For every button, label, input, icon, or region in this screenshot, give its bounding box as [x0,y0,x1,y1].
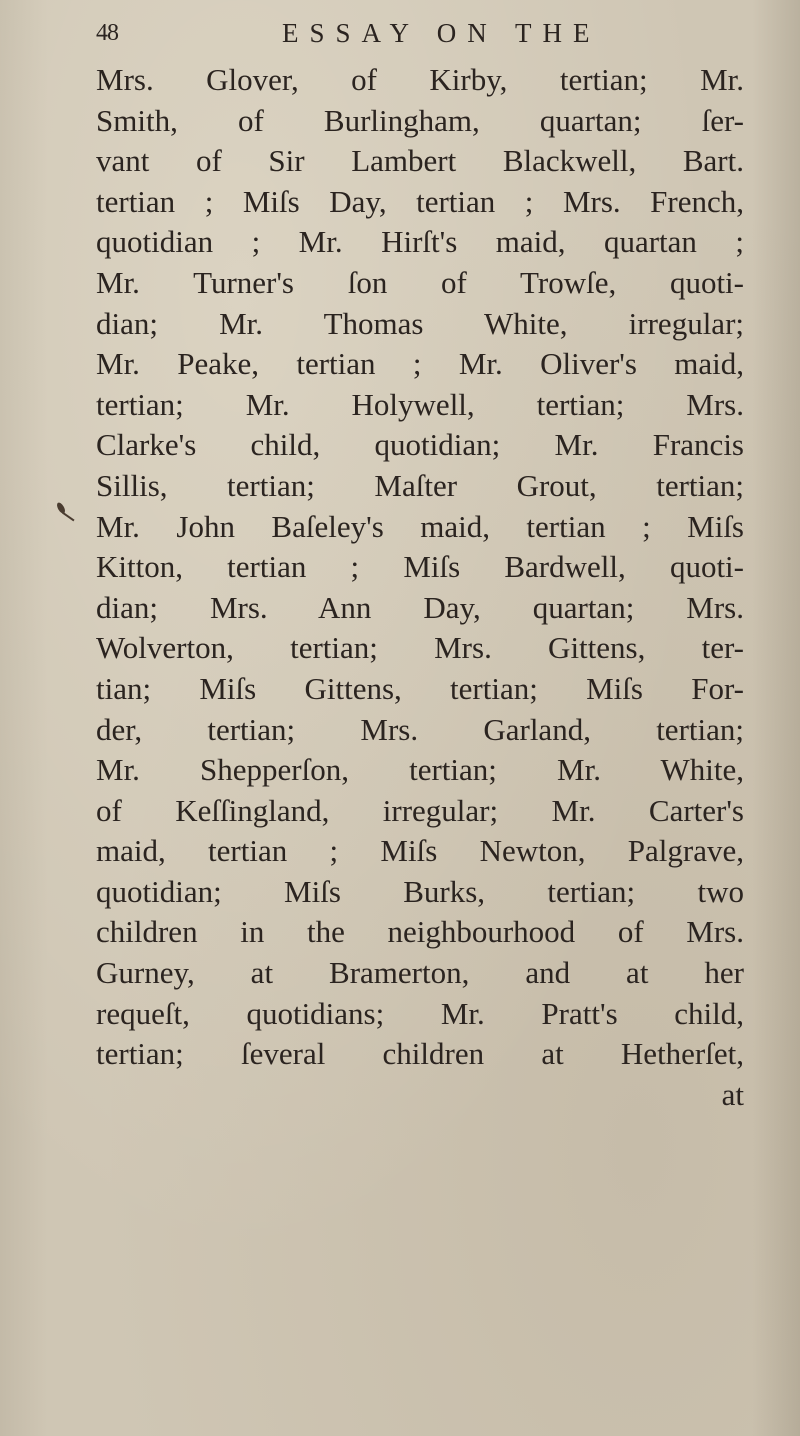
text-line: Mrs. Glover, of Kirby, tertian; Mr. [96,62,744,97]
body-text [96,60,744,1115]
text-line: children in the neighbourhood of Mrs. [96,914,744,950]
text-line: Mr. Turner's ſon of Trowſe, quoti- [96,264,744,300]
page-number: 48 [96,20,118,46]
text-line: of Keſſingland, irregular; Mr. Carter's [96,792,744,828]
text-line: maid, tertian ; Miſs Newton, Palgrave, [96,833,744,869]
text-line: Smith, of Burlingham, quartan; ſer- [96,102,744,138]
text-line: quotidian; Miſs Burks, tertian; two [96,873,744,909]
text-line: Sillis, tertian; Maſter Grout, tertian; [96,467,744,503]
text-line: Kitton, tertian ; Miſs Bardwell, quoti- [96,549,744,585]
text-line: vant of Sir Lambert Blackwell, Bart. [96,143,744,179]
text-line: Mr. Peake, tertian ; Mr. Oliver's maid, [96,346,744,382]
text-line: Mr. John Baſeley's maid, tertian ; Miſs [96,508,744,544]
text-line: tertian; Mr. Holywell, tertian; Mrs. [96,386,744,422]
text-line: dian; Mrs. Ann Day, quartan; Mrs. [96,589,744,625]
text-line: tertian ; Miſs Day, tertian ; Mrs. French, [96,183,744,219]
text-line: Wolverton, tertian; Mrs. Gittens, ter- [96,630,744,666]
text-line: Clarke's child, quotidian; Mr. Francis [96,427,744,463]
text-line: quotidian ; Mr. Hirſt's maid, quartan ; [96,224,744,260]
text-line: Gurney, at Bramerton, and at her [96,955,744,991]
text-line: Mr. Shepperſon, tertian; Mr. White, [96,752,744,788]
text-line: tertian; ſeveral children at Hetherſet, [96,1036,744,1072]
text-line: der, tertian; Mrs. Garland, tertian; [96,711,744,747]
running-head [96,14,746,50]
ink-blot-mark [55,501,66,514]
text-line: dian; Mr. Thomas White, irregular; [96,305,744,341]
text-line: tian; Miſs Gittens, tertian; Miſs For- [96,670,744,706]
text-line: requeſt, quotidians; Mr. Pratt's child, [96,995,744,1031]
catchword: at [721,1076,744,1112]
header-title: ESSAY ON THE [282,18,601,48]
